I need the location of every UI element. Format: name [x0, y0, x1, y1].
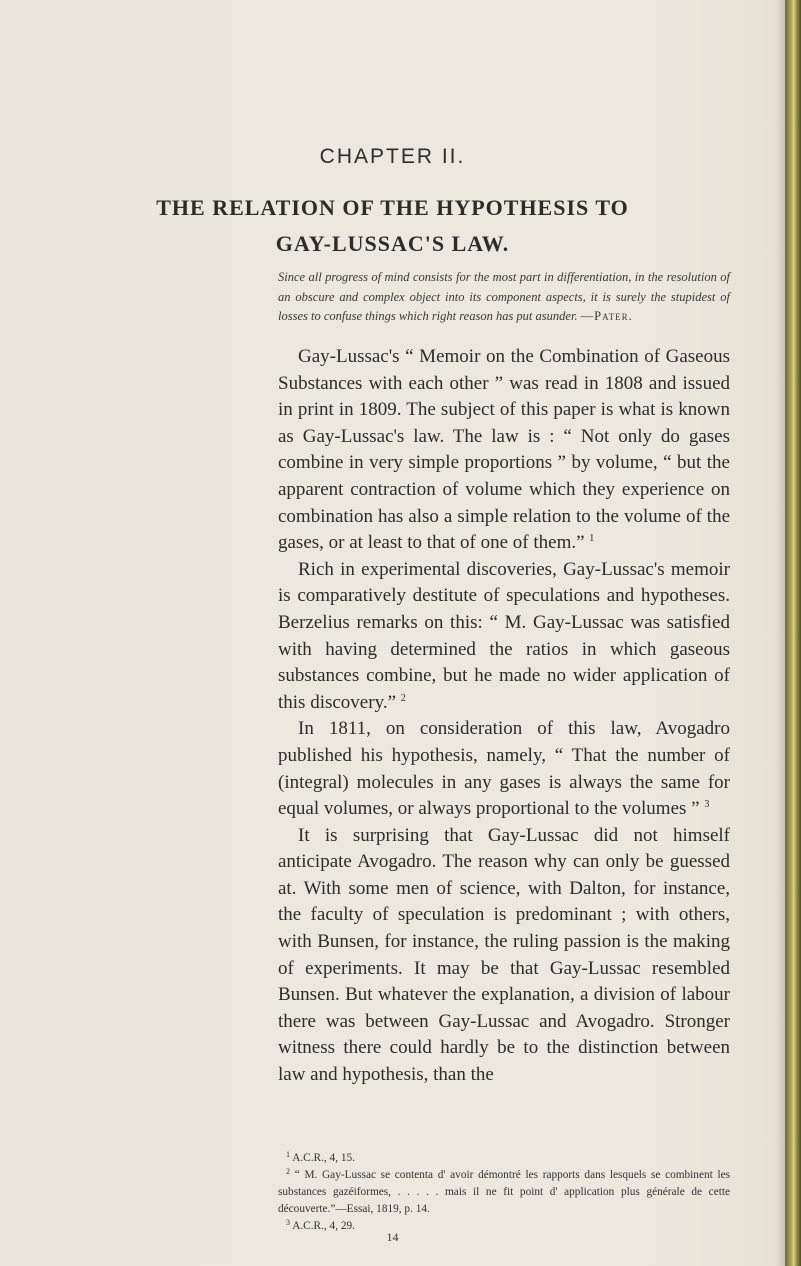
body-text [278, 344, 730, 1089]
footnote-ref: 3 [704, 799, 710, 811]
footnote-ref: 1 [589, 533, 595, 545]
footnotes [278, 1150, 730, 1235]
paragraph-text: It is surprising that Gay-Lussac did not himself anticipate Avogadro. The reason why can only be guessed at. With some men of science, with Dalton, for instance, the faculty of speculation is predominant ; with others, with Bunsen, for instance, the ruling passion is the making of experiments. It may be that Gay-Lussac resembled Bunsen. But whatever the explanation, a division of labour there was between Gay-Lussac and Avogadro. Stronger witness there could hardly be to the distinction between law and hypothesis, than the [278, 824, 730, 1086]
footnote [278, 1150, 730, 1167]
epigraph [278, 268, 730, 327]
paragraph-text: Gay-Lussac's “ Memoir on the Combination of Gaseous Substances with each other ” was read in 1808 and issued in print in 1809. The subject of this paper is what is known as Gay-Lussac's law. The law is : “ Not only do gases combine in very simple proportions ” by volume, “ but the apparent contraction of volume which they experience on combination has also a simple relation to the volume of the gases, or at least to that of one of them.” [278, 346, 730, 554]
epigraph-text: Since all progress of mind consists for the most part in differentiation, in the resolution of an obscure and complex object into its component aspects, it is surely the stupidest of losses to confuse things which right reason has put asunder. [278, 270, 730, 323]
footnote-text: “ M. Gay-Lussac se contenta d' avoir démontré les rapports dans lesquels se combinent les substances gazéiformes, . . . . . mais il ne fit point d' application plus générale de cette découverte.”—Essai, 1819, p. 14. [278, 1169, 731, 1215]
paragraph [278, 344, 730, 557]
footnote-text: A.C.R., 4, 15. [292, 1152, 355, 1164]
paragraph-text: Rich in experimental discoveries, Gay-Lussac's memoir is comparatively destitute of speculations and hypotheses. Berzelius remarks on this: “ M. Gay-Lussac was satisfied with having determined the ratios in which gaseous substances combine, but he made no wider application of this discovery.” [278, 558, 730, 713]
footnote [278, 1167, 730, 1218]
footnote-number: 3 [286, 1218, 290, 1227]
page-number: 14 [386, 1230, 399, 1244]
chapter-title-line-1: THE RELATION OF THE HYPOTHESIS TO [156, 195, 629, 220]
paragraph [278, 823, 730, 1089]
paragraph [278, 557, 730, 717]
page-edge [785, 0, 801, 1266]
chapter-title [0, 190, 785, 262]
chapter-title-line-2: GAY-LUSSAC'S LAW. [275, 231, 510, 256]
epigraph-attribution: —Pater. [580, 309, 633, 323]
paragraph [278, 716, 730, 822]
footnote-text: A.C.R., 4, 29. [292, 1220, 355, 1232]
footnote-number: 1 [286, 1150, 290, 1159]
footnote-number: 2 [286, 1167, 290, 1176]
paragraph-text: In 1811, on consideration of this law, Avogadro published his hypothesis, namely, “ That the number of (integral) molecules in any gases is always the same for equal volumes, or always proportional to the volumes ” [278, 718, 730, 820]
chapter-heading: CHAPTER II. [319, 145, 466, 168]
footnote-ref: 2 [400, 692, 406, 704]
